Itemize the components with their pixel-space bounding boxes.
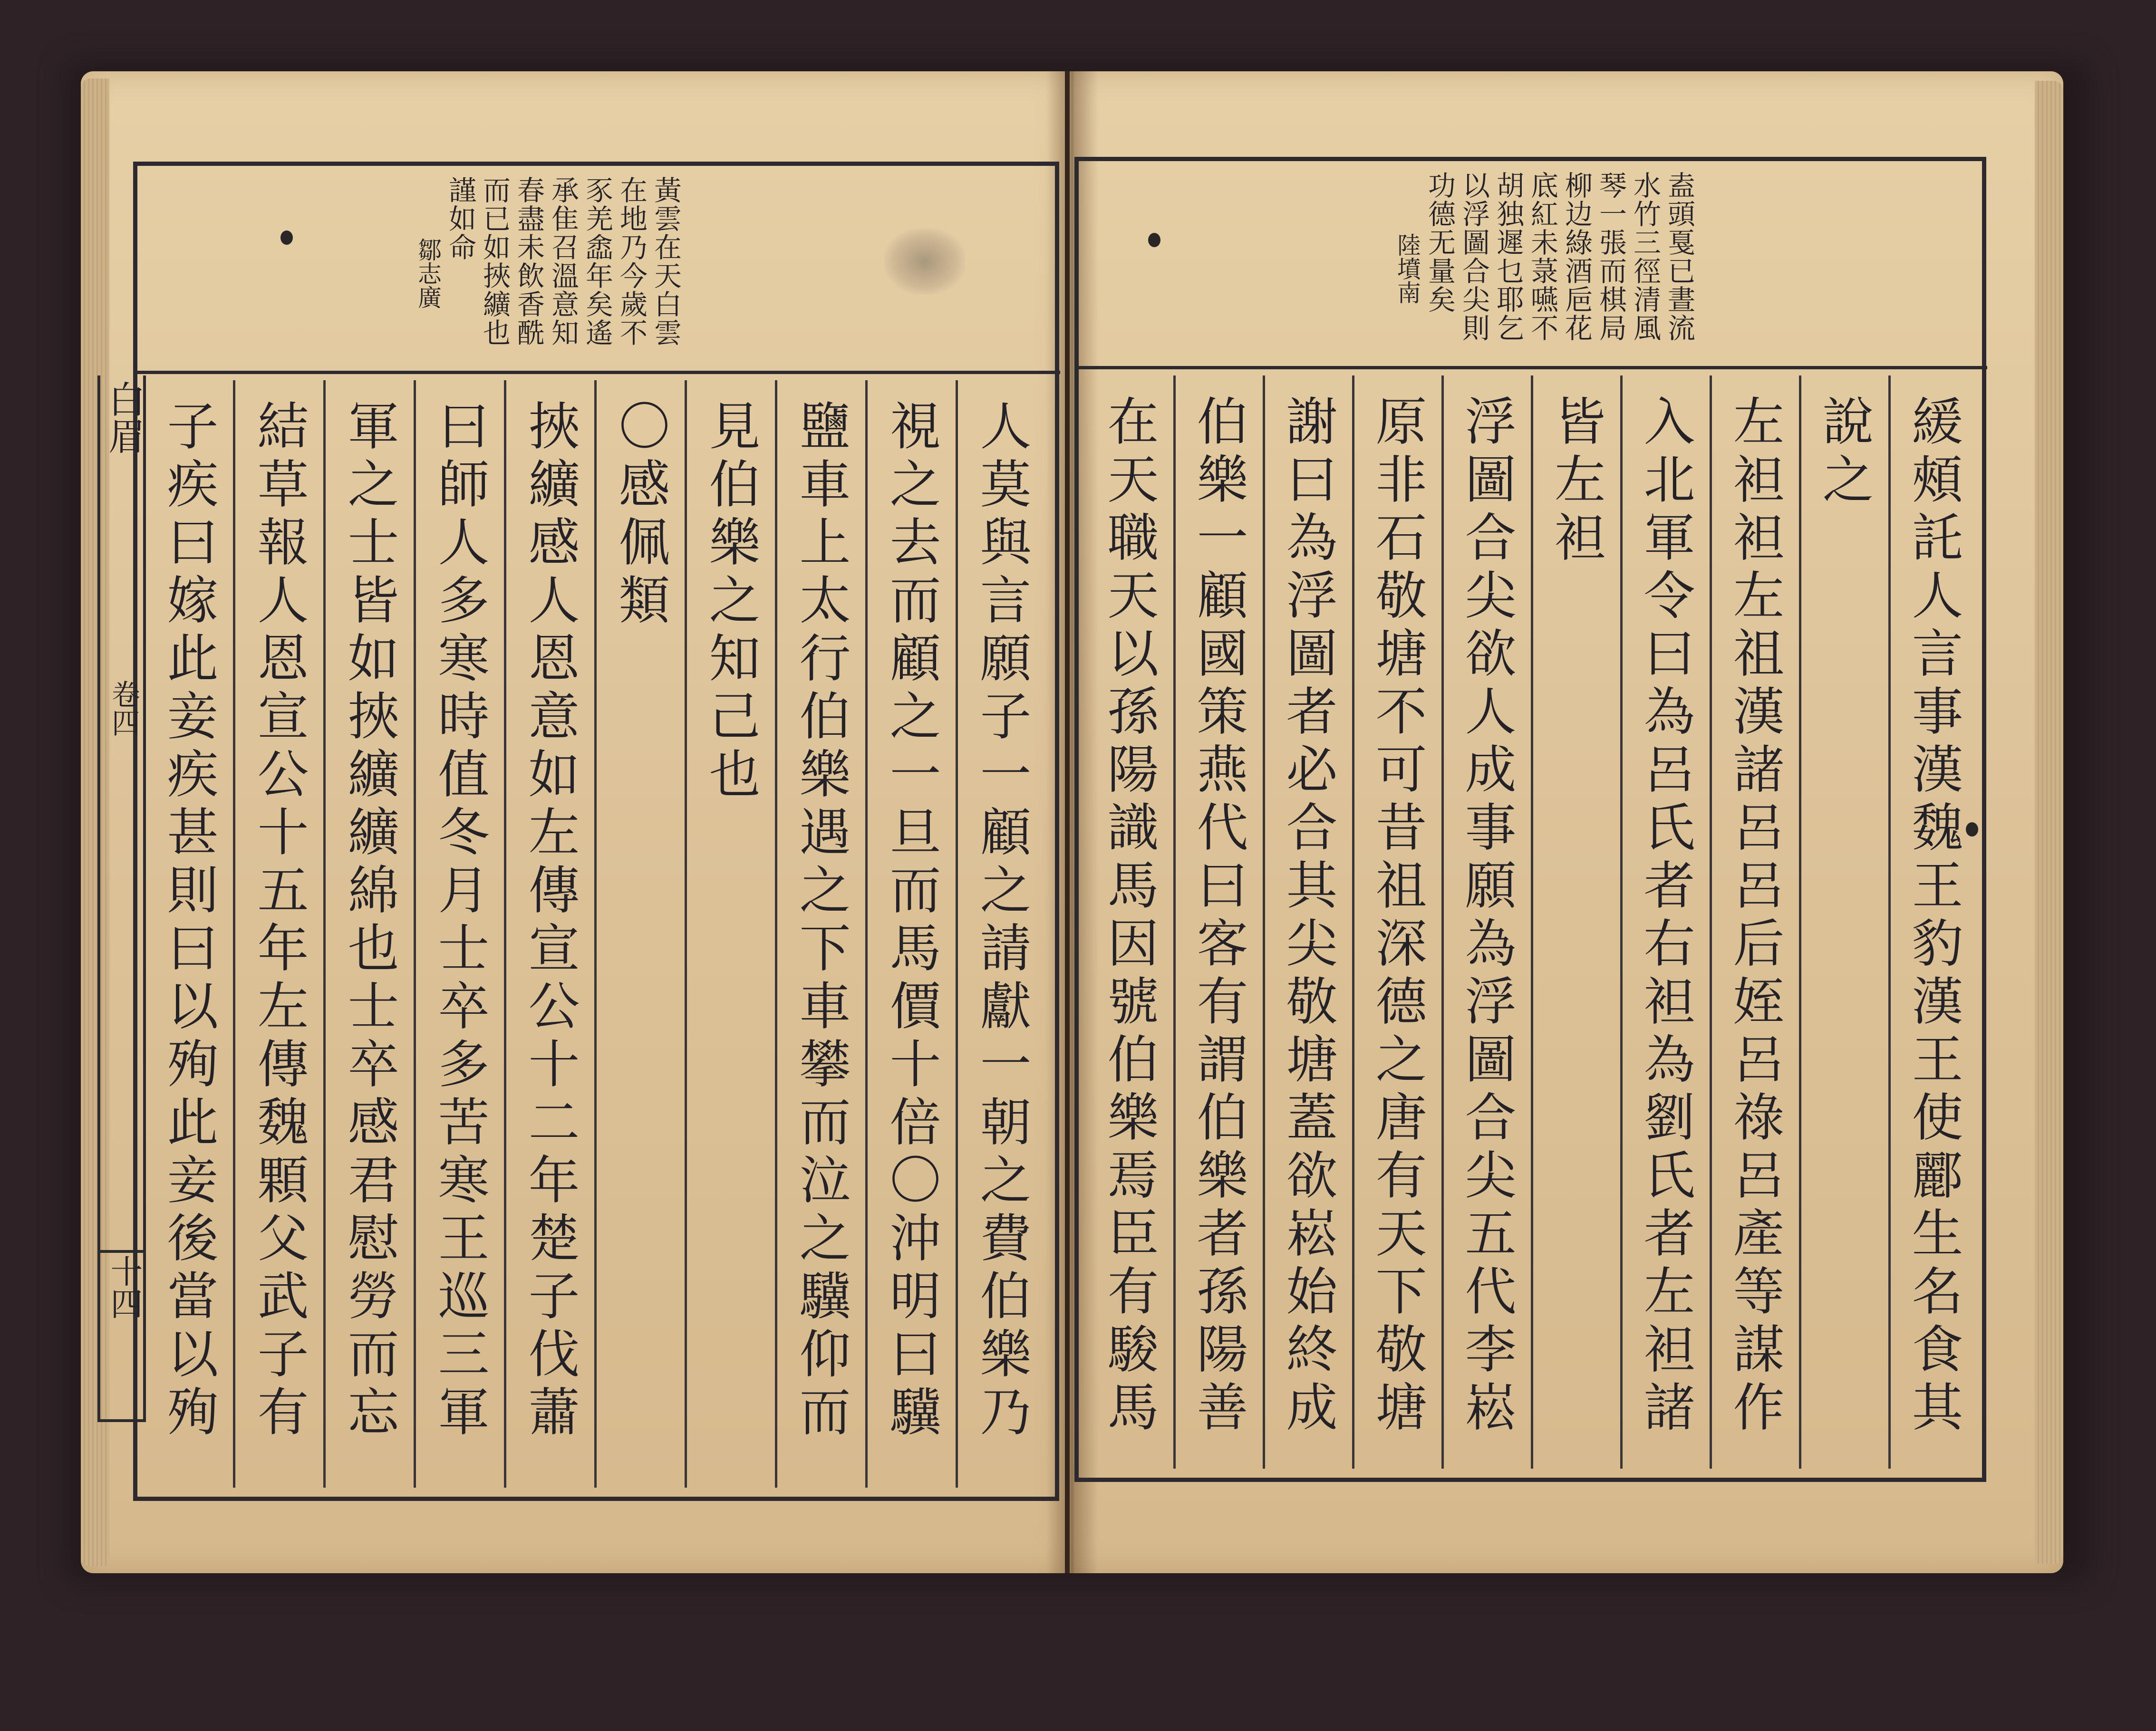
headnote-column: 水竹三徑清風 <box>1629 171 1661 342</box>
headnote-column: 春盡未飲香酰 <box>512 176 545 347</box>
headnote-column: 柳边綠酒巵花 <box>1560 171 1593 342</box>
ink-dot <box>280 231 293 245</box>
text-column: 曰師人多寒時值冬月士卒多苦寒王巡三軍 <box>414 380 504 1488</box>
text-column: 見伯樂之知己也 <box>685 380 775 1488</box>
left-headnote-divider <box>133 371 1060 374</box>
ink-dot <box>1966 822 1978 837</box>
text-column: 在天職天以孫陽識馬因號伯樂焉臣有駿馬 <box>1099 394 1158 1438</box>
text-column: 皆左袒 <box>1531 375 1620 1469</box>
right-page-edges <box>2035 81 2063 1564</box>
headnote-column: 琴一張而棋局 <box>1595 171 1627 342</box>
headnote-signature: 鄒志廣 <box>414 238 442 309</box>
headnote-column: 承隹召溫意知 <box>547 176 579 347</box>
book-title: 白眉 <box>102 380 145 454</box>
volume-label: 卷四 <box>107 680 140 737</box>
text-column: 人莫與言願子一顧之請獻一朝之費伯樂乃 <box>956 380 1046 1488</box>
text-column: 鹽車上太行伯樂遇之下車攀而泣之驥仰而 <box>775 380 865 1488</box>
headnote-column: 盍頭戛已晝流 <box>1663 171 1695 342</box>
text-column: 結草報人恩宣公十五年左傳魏顆父武子有 <box>233 380 323 1488</box>
headnote-column: 以浮圖合尖則 <box>1458 171 1490 342</box>
text-column: 子疾曰嫁此妾疾甚則曰以殉此妾後當以殉 <box>158 399 218 1443</box>
text-column: 〇感佩類 <box>594 380 685 1488</box>
left-headnote <box>409 176 682 366</box>
right-headnote-divider <box>1074 366 1987 369</box>
text-column: 原非石敬塘不可昔祖深德之唐有天下敬塘 <box>1352 375 1441 1469</box>
headnote-column: 黃雲在天白雲 <box>649 176 682 347</box>
headnote-column: 在地乃今歲不 <box>615 176 648 347</box>
headnote-column: 而已如挾纊也 <box>478 176 511 347</box>
text-column: 挾纊感人恩意如左傳宣公十二年楚子伐蕭 <box>504 380 594 1488</box>
text-column: 浮圖合尖欲人成事願為浮圖合尖五代李崧 <box>1441 375 1531 1469</box>
right-main-text <box>1084 375 1978 1469</box>
headnote-column: 胡独遲乜耶乞 <box>1492 171 1524 342</box>
text-column: 緩頰託人言事漢魏王豹漢王使酈生名食其 <box>1888 375 1978 1469</box>
headnote-signature: 陸墳南 <box>1393 233 1421 304</box>
headnote-column: 豕羌嵞年矣遙 <box>581 176 613 347</box>
ink-dot <box>1148 233 1160 247</box>
text-column: 軍之士皆如挾纊纊綿也士卒感君慰勞而忘 <box>323 380 414 1488</box>
text-column: 謝曰為浮圖者必合其尖敬塘蓋欲崧始終成 <box>1263 375 1352 1469</box>
text-column: 左袒袒左祖漢諸呂呂后姪呂祿呂產等謀作 <box>1710 375 1799 1469</box>
text-column: 伯樂一顧國策燕代曰客有謂伯樂者孫陽善 <box>1173 375 1263 1469</box>
faded-seal-stamp <box>884 228 965 295</box>
right-headnote <box>1388 171 1695 361</box>
headnote-column: 功德无量矣 <box>1423 171 1456 314</box>
left-main-text <box>143 380 1046 1488</box>
text-column: 視之去而顧之一旦而馬價十倍〇沖明曰驥 <box>865 380 956 1488</box>
headnote-column: 底紅未菉嚥不 <box>1526 171 1558 342</box>
text-column: 入北軍令曰為呂氏者右袒為劉氏者左袒諸 <box>1620 375 1710 1469</box>
page-number: 十四 <box>105 1255 143 1319</box>
text-column: 說之 <box>1799 375 1888 1469</box>
headnote-column: 謹如命 <box>444 176 476 261</box>
